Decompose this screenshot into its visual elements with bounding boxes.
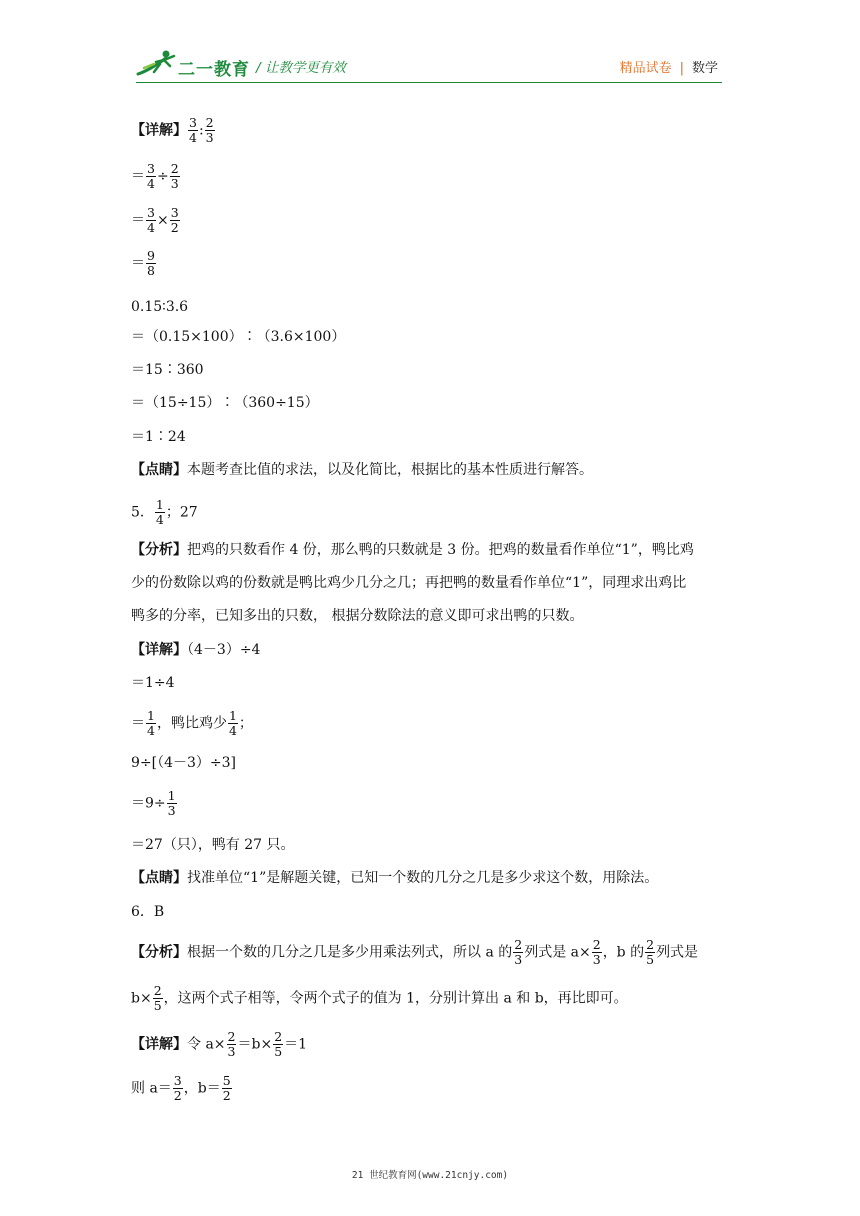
header-right: [620, 57, 718, 76]
header-subject: 数学: [691, 61, 718, 76]
solution-line: 0.15∶3.6: [131, 299, 189, 315]
answer-line: 6．B: [131, 904, 165, 920]
solution-line: ＝ $\frac{3}{4}$ × $\frac{3}{2}$: [131, 205, 179, 235]
solution-line: 则 a＝ $\frac{3}{2}$ ，b＝ $\frac{5}{2}$: [131, 1073, 231, 1103]
solution-line: ＝ $\frac{9}{8}$: [131, 248, 155, 278]
header-tag: 精品试卷: [619, 61, 672, 76]
solution-line: ＝（0.15×100）∶（3.6×100）: [131, 329, 346, 345]
comment-line: 【点睛】本题考查比值的求法，以及化简比，根据比的基本性质进行解答。: [131, 462, 593, 478]
page-footer: 21 世纪教育网(www.21cnjy.com): [351, 1170, 509, 1181]
analysis-line: 【分析】根据一个数的几分之几是多少用乘法列式，所以 a 的 $\frac{2}{3}$ 列式是 a× $\frac{2}{3}$ ，b 的 $\frac{2}{5}$ 列式是: [131, 937, 699, 967]
solution-line: ＝15∶360: [131, 362, 204, 378]
brand-slogan: / 让教学更有效: [256, 60, 346, 76]
answer-line: 5． $\frac{1}{4}$ ；27: [131, 497, 198, 527]
runner-logo-icon: [136, 48, 180, 78]
solution-line: 【详解】（4－3）÷4: [131, 642, 261, 658]
solution-line: ＝（15÷15）∶（360÷15）: [131, 395, 319, 411]
solution-line: ＝ $\frac{1}{4}$ ，鸭比鸡少 $\frac{1}{4}$ ；: [131, 708, 253, 738]
analysis-line: 鸭多的分率，已知多出的只数， 根据分数除法的意义即可求出鸭的只数。: [131, 608, 584, 624]
analysis-line: 少的份数除以鸡的份数就是鸭比鸡少几分之几；再把鸭的数量看作单位“1”，同理求出鸡比: [131, 575, 687, 591]
comment-line: 【点睛】找准单位“1”是解题关键，已知一个数的几分之几是多少求这个数，用除法。: [131, 870, 659, 886]
page-header: [0, 0, 860, 90]
brand-name: 二一教育: [178, 60, 250, 80]
solution-line: ＝9÷ $\frac{1}{3}$: [131, 788, 176, 818]
solution-line: ＝1∶24: [131, 429, 186, 445]
solution-line: 9÷[（4－3）÷3]: [131, 755, 237, 771]
solution-line: 【详解】 $\frac{3}{4}$ : $\frac{2}{3}$: [131, 115, 214, 145]
header-separator: |: [679, 61, 684, 76]
analysis-line: b× $\frac{2}{5}$ ，这两个式子相等，令两个式子的值为 1，分别计算出 a 和 b，再比即可。: [131, 983, 628, 1013]
header-divider: [136, 82, 722, 83]
solution-line: ＝27（只），鸭有 27 只。: [131, 837, 295, 853]
solution-line: ＝ $\frac{3}{4}$ ÷ $\frac{2}{3}$: [131, 161, 179, 191]
analysis-line: 【分析】把鸡的只数看作 4 份，那么鸭的只数就是 3 份。把鸡的数量看作单位“1”，鸭比鸡: [131, 542, 694, 558]
solution-line: 【详解】令 a× $\frac{2}{3}$ ＝b× $\frac{2}{5}$ ＝1: [131, 1029, 308, 1059]
solution-line: ＝1÷4: [131, 675, 175, 691]
